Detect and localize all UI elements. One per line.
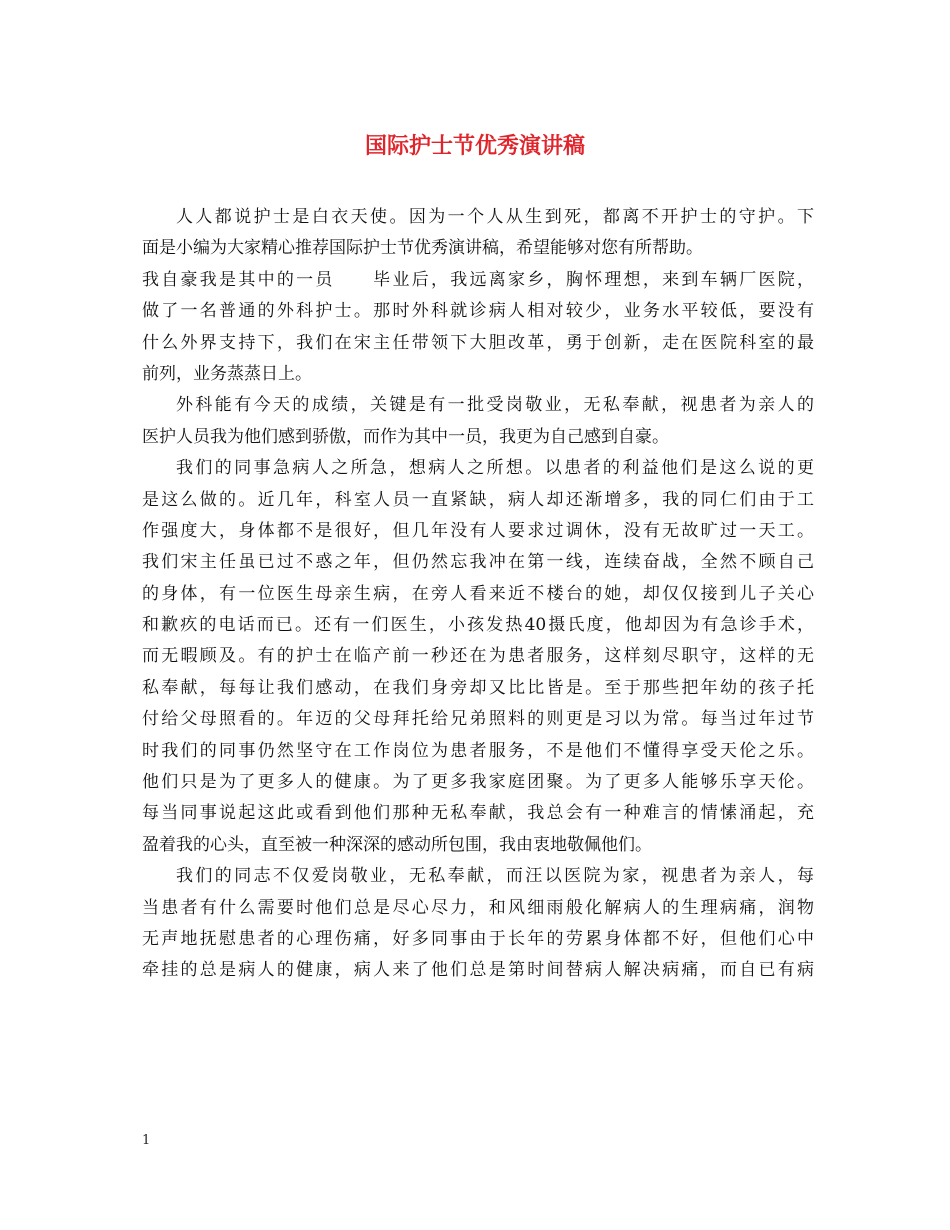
text-line: 他们只是为了更多人的健康。为了更多我家庭团聚。为了更多人能够乐享天伦。: [142, 772, 814, 793]
text-line: 我们宋主任虽已过不惑之年，但仍然忘我冲在第一线，连续奋战，全然不顾自己: [142, 552, 814, 573]
text-line: 盈着我的心头，直至被一种深深的感动所包围，我由衷地敬佩他们。: [142, 834, 652, 855]
text-line: 的身体，有一位医生母亲生病，在旁人看来近不楼台的她，却仅仅接到儿子关心: [142, 583, 814, 604]
document-body: [142, 202, 814, 987]
text-line: 每当同事说起这此或看到他们那种无私奉献，我总会有一种难言的情愫涌起，充: [142, 803, 814, 824]
text-line: 我们的同事急病人之所急，想病人之所想。以患者的利益他们是这么说的更: [176, 458, 814, 479]
text-line: 而无暇顾及。有的护士在临产前一秒还在为患者服务，这样刻尽职守，这样的无: [142, 646, 814, 667]
text-line: 作强度大，身体都不是很好，但几年没有人要求过调休，没有无故旷过一天工。: [142, 520, 814, 541]
text-line: 我们的同志不仅爱岗敬业，无私奉献，而汪以医院为家，视患者为亲人，每: [176, 866, 814, 887]
text-line: 当患者有什么需要时他们总是尽心尽力，和风细雨般化解病人的生理病痛，润物: [142, 897, 814, 918]
text-line: 和歉疚的电话而已。还有一们医生，小孩发热40摄氏度，他却因为有急诊手术，: [142, 615, 814, 636]
text-line: 做了一名普通的外科护士。那时外科就诊病人相对较少，业务水平较低，要没有: [142, 301, 814, 322]
text-line: 人人都说护士是白衣天使。因为一个人从生到死，都离不开护士的守护。下: [176, 207, 814, 227]
text-line: 牵挂的总是病人的健康，病人来了他们总是第时间替病人解决病痛，而自已有病: [142, 960, 814, 981]
text-line: 前列，业务蒸蒸日上。: [142, 363, 312, 384]
text-line: 私奉献，每每让我们感动，在我们身旁却又比比皆是。至于那些把年幼的孩子托: [142, 677, 814, 698]
text-line: 医护人员我为他们感到骄傲，而作为其中一员，我更为自己感到自豪。: [142, 426, 669, 447]
text-line: 时我们的同事仍然坚守在工作岗位为患者服务，不是他们不懂得享受天伦之乐。: [142, 740, 814, 761]
text-line: 什么外界支持下，我们在宋主任带领下大胆改革，勇于创新，走在医院科室的最: [142, 332, 814, 353]
text-line: 外科能有今天的成绩，关键是有一批受岗敬业，无私奉献，视患者为亲人的: [176, 395, 814, 416]
text-line: 是这么做的。近几年，科室人员一直紧缺，病人却还渐增多，我的同仁们由于工: [142, 489, 814, 510]
text-line: 面是小编为大家精心推荐国际护士节优秀演讲稿，希望能够对您有所帮助。: [142, 238, 703, 259]
document-title: 国际护士节优秀演讲稿: [364, 133, 585, 159]
text-line: 我自豪我是其中的一员 毕业后，我远离家乡，胸怀理想，来到车辆厂医院，: [142, 269, 814, 290]
text-line: 无声地抚慰患者的心理伤痛，好多同事由于长年的劳累身体都不好，但他们心中: [142, 928, 814, 949]
page-number: 1: [142, 1133, 151, 1148]
text-line: 付给父母照看的。年迈的父母拜托给兄弟照料的则更是习以为常。每当过年过节: [142, 709, 814, 730]
